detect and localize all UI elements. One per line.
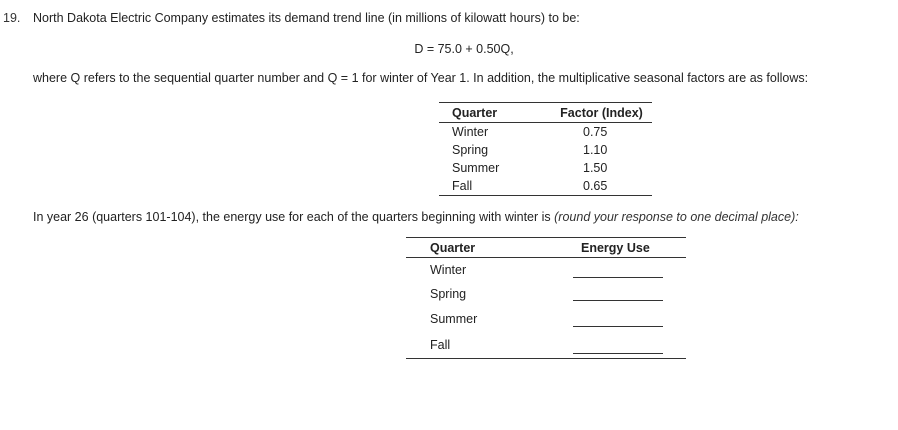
quarter-cell: Winter <box>452 125 489 139</box>
question-intro: North Dakota Electric Company estimates its demand trend line (in millions of kilowatt hours) to be: <box>33 11 580 25</box>
quarter-cell: Spring <box>430 287 467 301</box>
energy-use-table <box>406 237 686 359</box>
table-row <box>439 123 652 141</box>
table-row <box>439 159 652 177</box>
table-row <box>406 282 686 306</box>
factor-table-header <box>439 103 652 123</box>
demand-equation: D = 75.0 + 0.50Q, <box>414 42 514 56</box>
quarter-cell: Summer <box>430 312 478 326</box>
table-row <box>439 177 652 195</box>
quarter-cell: Winter <box>430 263 467 277</box>
factor-cell: 0.75 <box>583 125 608 139</box>
seasonal-factor-table <box>439 102 652 196</box>
energy-use-header: Energy Use <box>581 240 650 255</box>
table-row <box>439 141 652 159</box>
quarter-cell: Summer <box>452 161 500 175</box>
quarter-cell: Fall <box>452 179 473 193</box>
answer-blank-spring[interactable] <box>573 300 663 301</box>
factor-cell: 0.65 <box>583 179 608 193</box>
factor-header: Factor (Index) <box>560 105 643 120</box>
table-row <box>406 306 686 332</box>
table-row <box>406 258 686 282</box>
quarter-header: Quarter <box>452 105 498 120</box>
table-row <box>406 332 686 358</box>
quarter-header: Quarter <box>430 240 476 255</box>
prompt-main: In year 26 (quarters 101-104), the energy use for each of the quarters beginning with winter is <box>33 210 555 224</box>
quarter-cell: Fall <box>430 338 451 352</box>
prompt-instruction: (round your response to one decimal place): <box>554 210 799 224</box>
energy-table-header <box>406 238 686 258</box>
answer-blank-fall[interactable] <box>573 353 663 354</box>
question-number: 19. <box>3 11 21 25</box>
quarter-cell: Spring <box>452 143 489 157</box>
factor-cell: 1.10 <box>583 143 608 157</box>
answer-blank-winter[interactable] <box>573 277 663 278</box>
answer-blank-summer[interactable] <box>573 326 663 327</box>
where-text: where Q refers to the sequential quarter number and Q = 1 for winter of Year 1. In addition, the multiplicative seasonal factors are as follows: <box>33 71 809 85</box>
factor-cell: 1.50 <box>583 161 608 175</box>
prompt-text <box>33 210 799 224</box>
